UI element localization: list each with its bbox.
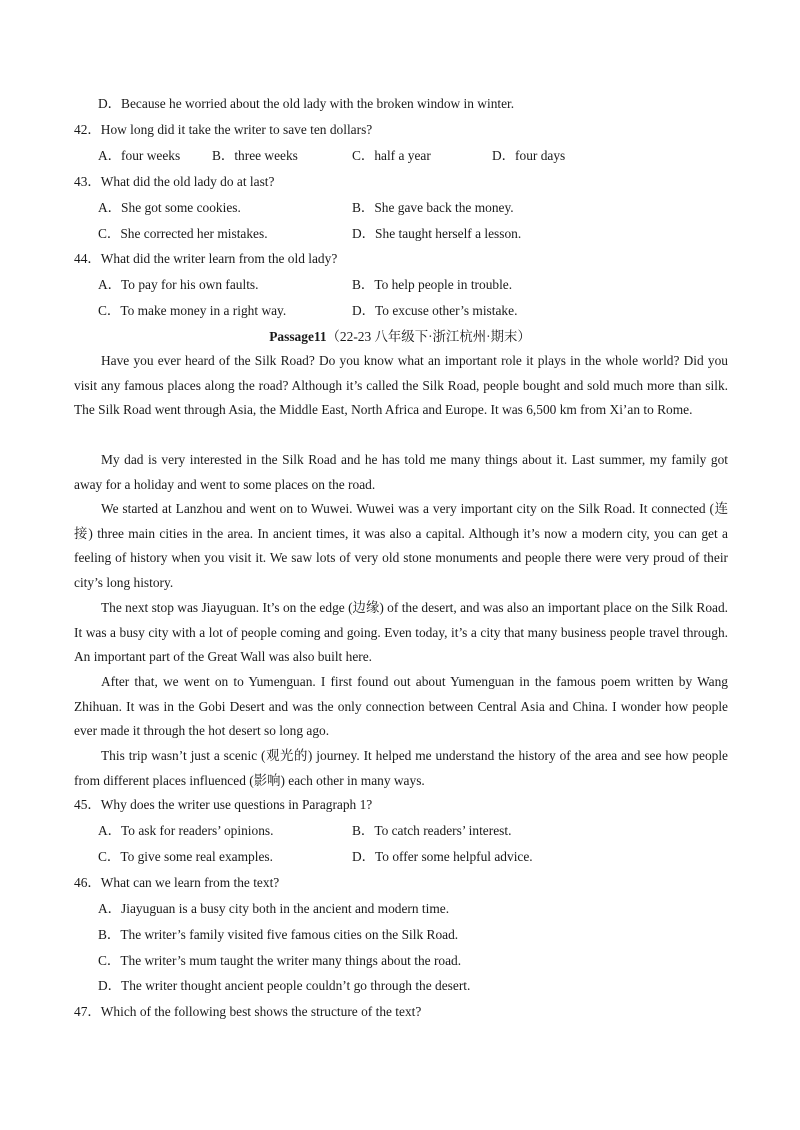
- q43-option-c: C．She corrected her mistakes.: [98, 226, 268, 241]
- q42-option-c: C．half a year: [352, 148, 431, 163]
- q42-option-b: B．three weeks: [212, 148, 298, 163]
- q41-option-d: D．Because he worried about the old lady with the broken window in winter.: [98, 96, 515, 111]
- q42-stem: 42．How long did it take the writer to save ten dollars?: [74, 122, 373, 137]
- q43-option-a: A．She got some cookies.: [98, 200, 241, 215]
- q45-stem: 45．Why does the writer use questions in Paragraph 1?: [74, 797, 373, 812]
- q45-option-d: D．To offer some helpful advice.: [352, 849, 533, 864]
- passage-paragraph-3: We started at Lanzhou and went on to Wuwei. Wuwei was a very important city on the Silk Road. It connected (连接) three main cities in the area. In ancient times, it was also a capital. Although it’s now a modern city, you can get a feeling of history when you visit it. We saw lots of very old stone monuments and people there were very proud of their city’s long history.: [74, 501, 728, 590]
- q45-option-a: A．To ask for readers’ opinions.: [98, 823, 274, 838]
- passage-paragraph-5: After that, we went on to Yumenguan. I first found out about Yumenguan in the famous poem written by Wang Zhihuan. It was in the Gobi Desert and was the only connection between Central Asia and China. I wonder how people ever made it through the hot desert so long ago.: [74, 674, 728, 739]
- passage-title-source: （22-23 八年级下·浙江杭州·期末）: [326, 329, 531, 344]
- q46-option-d: D．The writer thought ancient people couldn’t go through the desert.: [98, 978, 471, 993]
- passage-paragraph-6: This trip wasn’t just a scenic (观光的) journey. It helped me understand the history of the area and see how people from different places influenced (影响) each other in many ways.: [74, 748, 728, 788]
- q44-stem: 44．What did the writer learn from the old lady?: [74, 251, 338, 266]
- q44-option-d: D．To excuse other’s mistake.: [352, 303, 518, 318]
- passage-title-bold: Passage11: [269, 329, 327, 344]
- q43-option-d: D．She taught herself a lesson.: [352, 226, 522, 241]
- q47-stem: 47．Which of the following best shows the structure of the text?: [74, 1004, 422, 1019]
- q44-option-c: C．To make money in a right way.: [98, 303, 287, 318]
- passage-paragraph-2: My dad is very interested in the Silk Road and he has told me many things about it. Last summer, my family got away for a holiday and went to some places on the road.: [74, 452, 728, 492]
- q45-option-b: B．To catch readers’ interest.: [352, 823, 512, 838]
- q42-option-d: D．four days: [492, 148, 566, 163]
- q45-option-c: C．To give some real examples.: [98, 849, 273, 864]
- q42-option-a: A．four weeks: [98, 148, 181, 163]
- q46-option-b: B．The writer’s family visited five famous cities on the Silk Road.: [98, 927, 459, 942]
- passage-paragraph-1: Have you ever heard of the Silk Road? Do you know what an important role it plays in the whole world? Did you visit any famous places along the road? Although it’s called the Silk Road, people bought and sold much more than silk. The Silk Road went through Asia, the Middle East, North Africa and Europe. It was 6,500 km from Xi’an to Rome.: [74, 353, 728, 418]
- q44-option-b: B．To help people in trouble.: [352, 277, 513, 292]
- q46-option-c: C．The writer’s mum taught the writer many things about the road.: [98, 953, 462, 968]
- q46-stem: 46．What can we learn from the text?: [74, 875, 280, 890]
- passage-title: [0, 328, 800, 346]
- q46-option-a: A．Jiayuguan is a busy city both in the ancient and modern time.: [98, 901, 450, 916]
- q43-option-b: B．She gave back the money.: [352, 200, 514, 215]
- passage-paragraph-4: The next stop was Jiayuguan. It’s on the edge (边缘) of the desert, and was also an important place on the Silk Road. It was a busy city with a lot of people coming and going. Even today, it’s a city that many business people travel through. An important part of the Great Wall was also built here.: [74, 600, 728, 665]
- q44-option-a: A．To pay for his own faults.: [98, 277, 259, 292]
- q43-stem: 43．What did the old lady do at last?: [74, 174, 275, 189]
